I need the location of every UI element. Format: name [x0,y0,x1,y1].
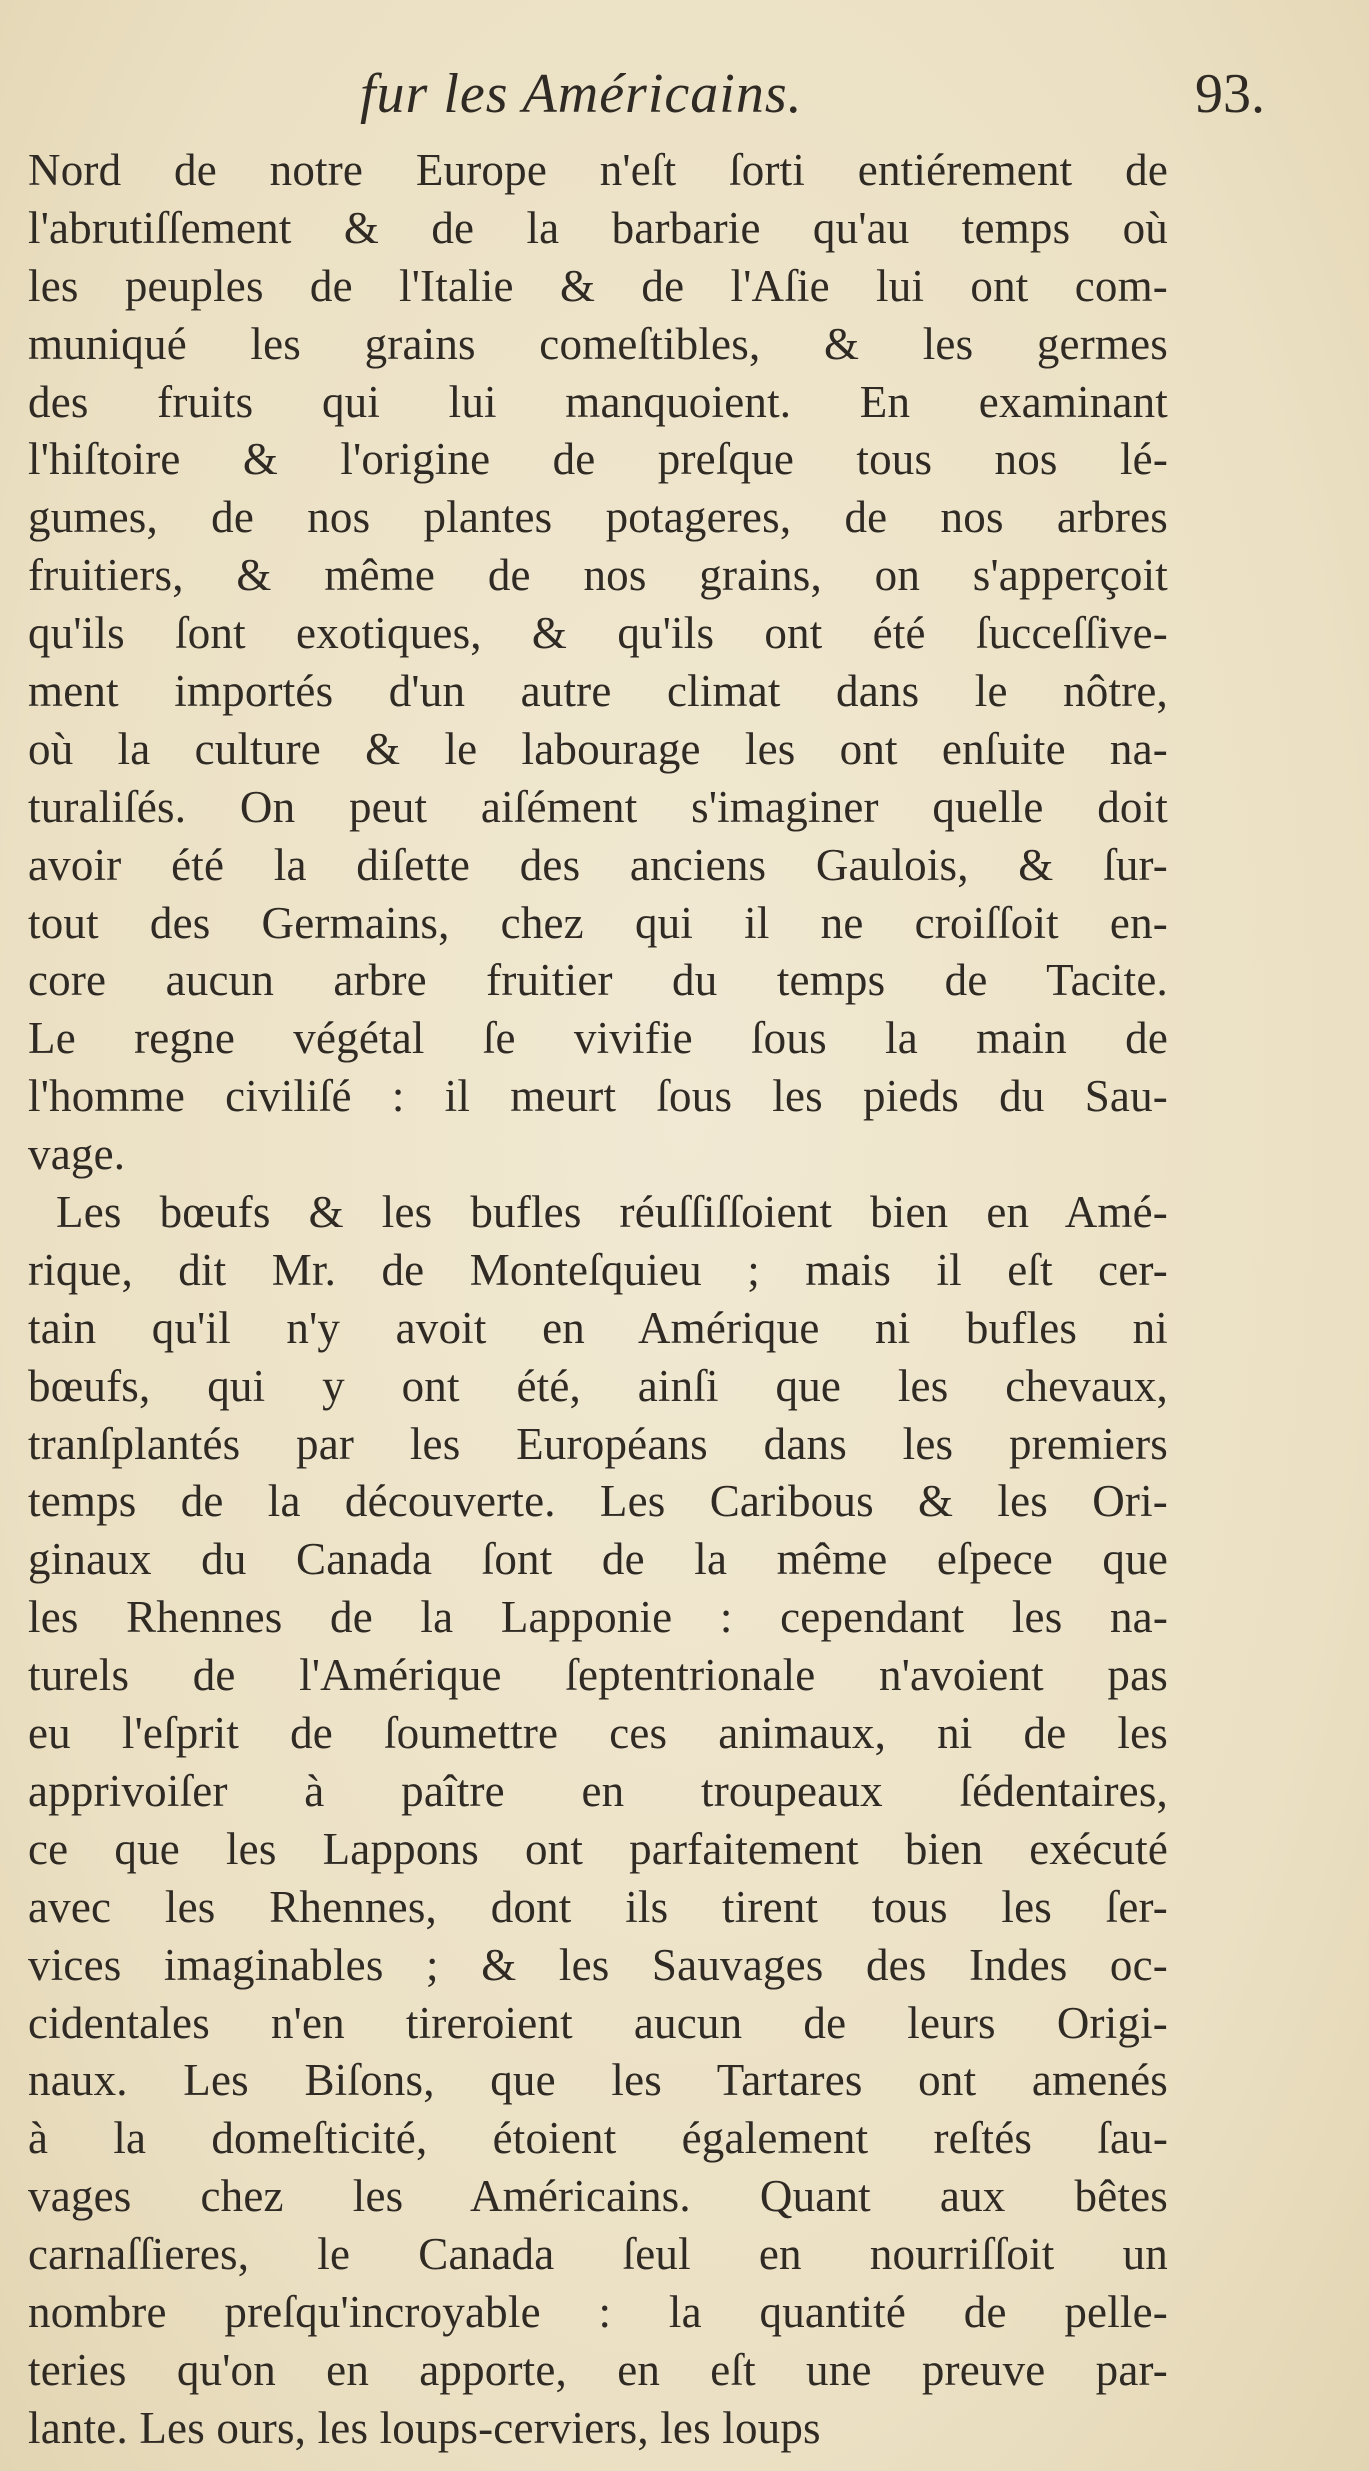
text-line: vices imaginables ; & les Sauvages des Indes oc- [28,1939,1168,1990]
text-line: ment importés d'un autre climat dans le nôtre, [28,666,1168,717]
text-line: bœufs, qui y ont été, ainſi que les chevaux, [28,1360,1168,1411]
text-line: lante. Les ours, les loups-cerviers, les loups [28,2402,821,2453]
text-line: apprivoiſer à paître en troupeaux ſédentaires, [28,1765,1168,1816]
text-line: nombre preſqu'incroyable : la quantité de pelle- [28,2286,1168,2337]
text-line: qu'ils ſont exotiques, & qu'ils ont été ſucceſſive- [28,608,1168,659]
text-line: turels de l'Amérique ſeptentrionale n'avoient pas [28,1650,1168,1701]
text-line: naux. Les Biſons, que les Tartares ont amenés [28,2055,1168,2106]
text-line: tain qu'il n'y avoit en Amérique ni bufles ni [28,1302,1168,1353]
text-line: où la culture & le labourage les ont enſuite na- [28,723,1168,774]
text-line: Le regne végétal ſe vivifie ſous la main de [28,1013,1168,1064]
text-line: turaliſés. On peut aiſément s'imaginer quelle doit [28,781,1168,832]
text-line: les Rhennes de la Lapponie : cependant les na- [28,1592,1168,1643]
text-line: tout des Germains, chez qui il ne croiſſoit en- [28,897,1168,948]
text-line: vage. [28,1129,126,1180]
text-line: l'abrutiſſement & de la barbarie qu'au temps où [28,202,1168,253]
text-line: avec les Rhennes, dont ils tirent tous les ſer- [28,1881,1168,1932]
text-line: l'hiſtoire & l'origine de preſque tous nos lé- [28,434,1168,485]
text-line: vages chez les Américains. Quant aux bêtes [28,2171,1168,2222]
page-number: 93. [1195,63,1265,125]
text-line: eu l'eſprit de ſoumettre ces animaux, ni de les [28,1708,1168,1759]
running-head: fur les Américains. [360,63,803,125]
text-line: l'homme civiliſé : il meurt ſous les pieds du Sau- [28,1071,1168,1122]
text-line: fruitiers, & même de nos grains, on s'apperçoit [28,550,1168,601]
text-line: tranſplantés par les Européans dans les premiers [28,1418,1168,1469]
paragraph-2 [28,1184,1168,2458]
text-line: core aucun arbre fruitier du temps de Tacite. [28,955,1168,1006]
text-line: temps de la découverte. Les Caribous & les Ori- [28,1476,1168,1527]
text-line: à la domeſticité, étoient également reſtés ſau- [28,2113,1168,2164]
text-line: les peuples de l'Italie & de l'Aſie lui ont com- [28,260,1168,311]
text-line: cidentales n'en tireroient aucun de leurs Origi- [28,1997,1168,2048]
text-line: des fruits qui lui manquoient. En examinant [28,376,1168,427]
text-line: teries qu'on en apporte, en eſt une preuve par- [28,2344,1168,2395]
text-line: Nord de notre Europe n'eſt ſorti entiérement de [28,145,1168,195]
text-line: muniqué les grains comeſtibles, & les germes [28,318,1168,369]
text-line: rique, dit Mr. de Monteſquieu ; mais il eſt cer- [28,1244,1168,1295]
text-line: avoir été la diſette des anciens Gaulois, & ſur- [28,839,1168,890]
text-line: ginaux du Canada ſont de la même eſpece que [28,1534,1168,1585]
page-header [0,62,1369,142]
text-line: ce que les Lappons ont parfaitement bien exécuté [28,1823,1168,1874]
text-line: Les bœufs & les bufles réuſſiſſoient bien en Amé- [56,1187,1168,1238]
text-line: carnaſſieres, le Canada ſeul en nourriſſoit un [28,2229,1168,2280]
body-text [28,142,1168,2458]
text-line: gumes, de nos plantes potageres, de nos arbres [28,492,1168,543]
paragraph-1 [28,142,1168,1184]
